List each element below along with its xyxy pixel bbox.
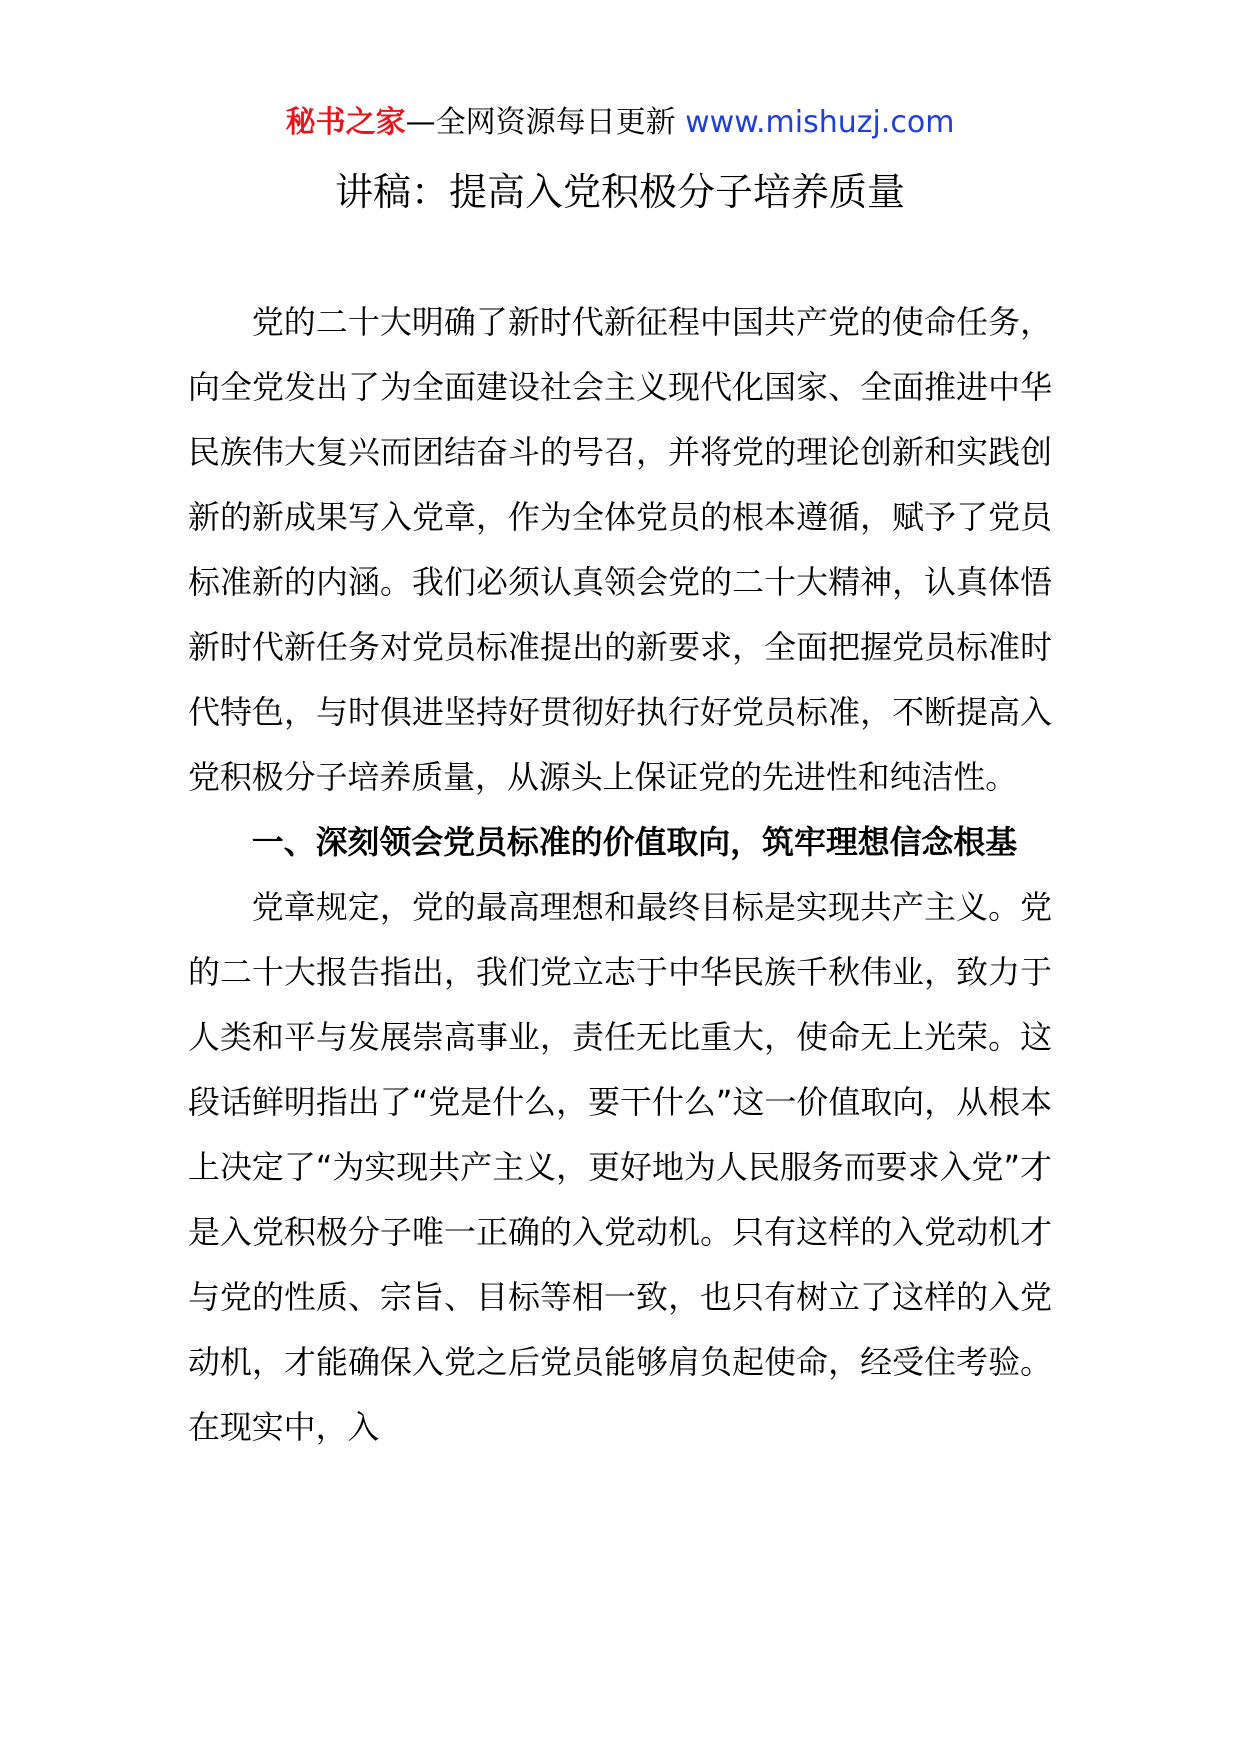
site-url-link[interactable]: www.mishuzj.com bbox=[685, 105, 955, 140]
paragraph: 党章规定，党的最高理想和最终目标是实现共产主义。党的二十大报告指出，我们党立志于中华民族千秋伟业，致力于人类和平与发展崇高事业，责任无比重大，使命无上光荣。这段话鲜明指出了“党是什么，要干什么”这一价值取向，从根本上决定了“为实现共产主义，更好地为人民服务而要求入党”才是入党积极分子唯一正确的入党动机。只有这样的入党动机才与党的性质、宗旨、目标等相一致，也只有树立了这样的入党动机，才能确保入党之后党员能够肩负起使命，经受住考验。在现实中，入 bbox=[188, 888, 1052, 1446]
site-tagline: —全网资源每日更新 bbox=[405, 105, 676, 140]
site-brand: 秘书之家 bbox=[285, 105, 406, 140]
section-heading: 一、深刻领会党员标准的价值取向，筑牢理想信念根基 bbox=[251, 823, 1018, 861]
document-title: 讲稿：提高入党积极分子培养质量 bbox=[334, 170, 905, 214]
paragraph: 党的二十大明确了新时代新征程中国共产党的使命任务，向全党发出了为全面建设社会主义现代化国家、全面推进中华民族伟大复兴而团结奋斗的号召，并将党的理论创新和实践创新的新成果写入党章，作为全体党员的根本遵循，赋予了党员标准新的内涵。我们必须认真领会党的二十大精神，认真体悟新时代新任务对党员标准提出的新要求，全面把握党员标准时代特色，与时俱进坚持好贯彻好执行好党员标准，不断提高入党积极分子培养质量，从源头上保证党的先进性和纯洁性。 bbox=[188, 303, 1052, 796]
site-header bbox=[0, 103, 1240, 143]
document-body bbox=[188, 290, 1052, 1460]
